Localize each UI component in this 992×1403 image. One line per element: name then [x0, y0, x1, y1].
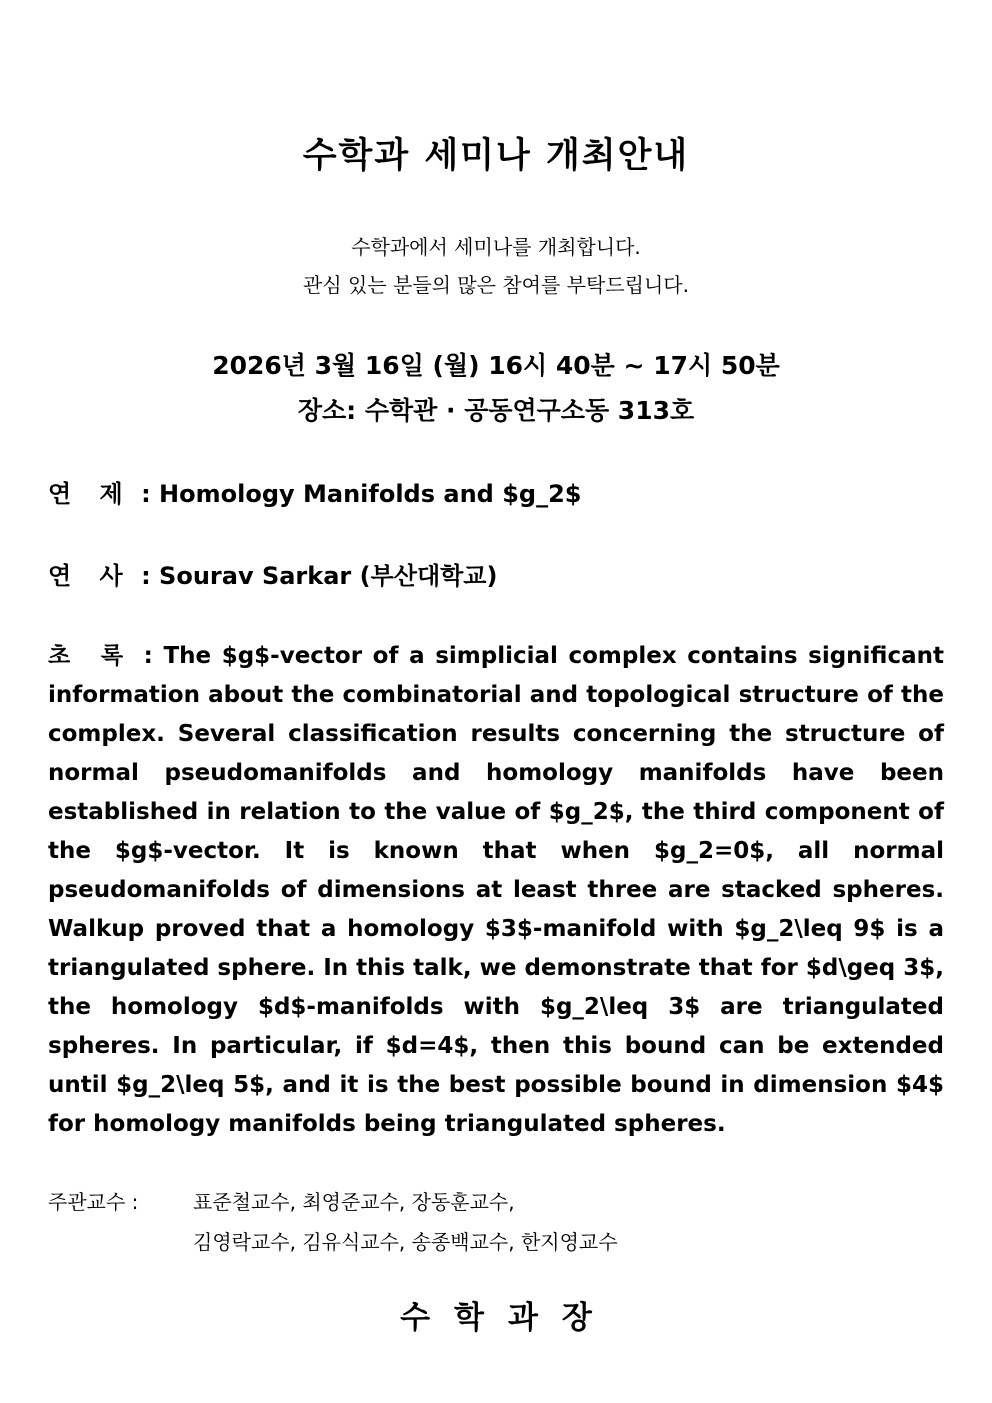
organizers-line-1	[48, 1182, 948, 1222]
topic-label: 연 제	[48, 480, 133, 508]
speaker-label: 연 사	[48, 562, 133, 590]
intro-line-1: 수학과에서 세미나를 개최합니다.	[351, 235, 641, 259]
intro-line-2: 관심 있는 분들의 많은 참여를 부탁드립니다.	[303, 273, 689, 297]
abstract-block	[48, 637, 944, 1144]
organizers-names-1: 표준철교수, 최영준교수, 장동훈교수,	[193, 1190, 515, 1214]
seminar-datetime: 2026년 3월 16일 (월) 16시 40분 ~ 17시 50분	[212, 351, 780, 380]
organizers-label: 주관교수 :	[48, 1190, 139, 1214]
organizers-block	[48, 1182, 948, 1262]
topic-row	[48, 474, 581, 509]
page-title: 수학과 세미나 개최안내	[302, 136, 690, 176]
topic-separator: :	[132, 480, 160, 508]
speaker-separator: :	[132, 562, 160, 590]
abstract-text: The $g$-vector of a simplicial complex contains significant information about the combinatorial and topological structure of the complex. Several classification results concerning the structure of normal pseudomanifolds and homology manifolds have been established in relation to the value of $g_2$, the third component of the $g$-vector. It is known that when $g_2=0$, all normal pseudomanifolds of dimensions at least three are stacked spheres. Walkup proved that a homology $3$-manifold with $g_2\leq 9$ is a triangulated sphere. In this talk, we demonstrate that for $d\geq 3$, the homology $d$-manifolds with $g_2\leq 3$ are triangulated spheres. In particular, if $d=4$, then this bound can be extended until $g_2\leq 5$, and it is the best possible bound in dimension $4$ for homology manifolds being triangulated spheres.	[48, 643, 944, 1137]
topic-value: Homology Manifolds and $g_2$	[159, 480, 582, 508]
schedule-block	[0, 343, 992, 433]
speaker-value: Sourav Sarkar (부산대학교)	[159, 562, 498, 590]
department-head: 수학과장	[400, 1300, 616, 1336]
abstract-label: 초 록	[48, 643, 134, 669]
abstract-separator: :	[133, 643, 164, 669]
speaker-row	[48, 556, 497, 591]
intro-text	[0, 228, 992, 304]
seminar-place: 장소: 수학관 · 공동연구소동 313호	[297, 396, 695, 425]
organizers-names-2: 김영락교수, 김유식교수, 송종백교수, 한지영교수	[193, 1230, 618, 1254]
